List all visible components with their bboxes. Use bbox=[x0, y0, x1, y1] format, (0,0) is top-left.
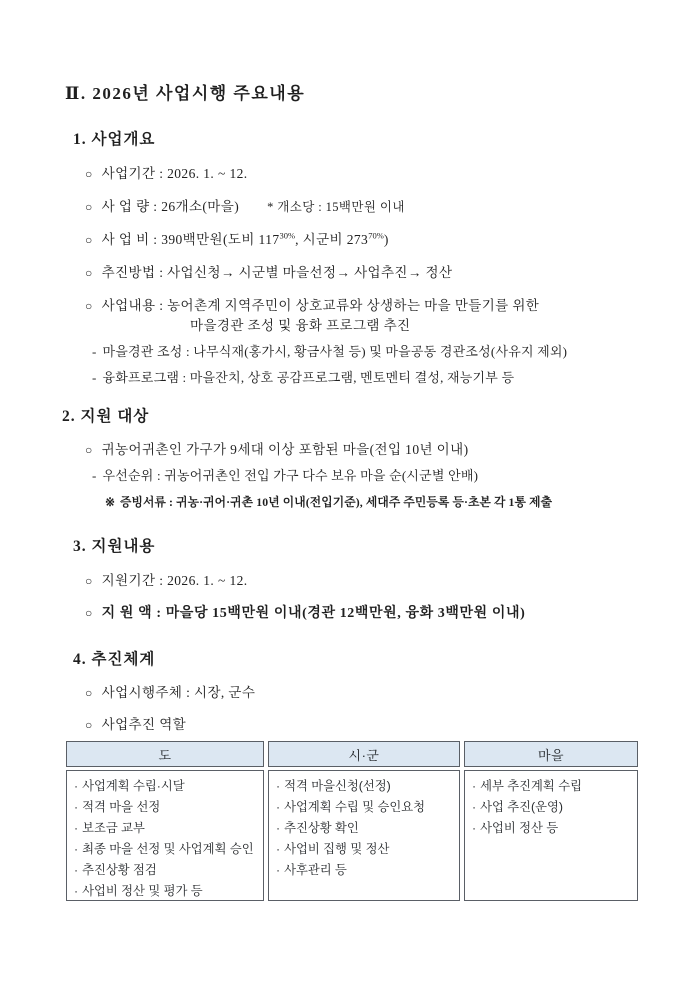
table-row bbox=[276, 818, 452, 839]
table-row bbox=[276, 860, 452, 881]
role-item-text: 세부 추진계획 수립 bbox=[480, 779, 582, 793]
dot-bullet-icon: · bbox=[276, 779, 281, 793]
target-priority-text: 우선순위 : 귀농어귀촌인 전입 가구 다수 보유 마을 순(시군별 안배) bbox=[102, 468, 479, 483]
roles-column-village bbox=[464, 741, 638, 901]
table-row bbox=[74, 860, 256, 881]
sub-program-text: 융화프로그램 : 마을잔치, 상호 공감프로그램, 멘토멘티 결성, 재능기부 등 bbox=[102, 370, 515, 385]
dot-bullet-icon: · bbox=[276, 800, 281, 814]
dot-bullet-icon: · bbox=[472, 800, 477, 814]
target-village-text: 귀농어귀촌인 가구가 9세대 이상 포함된 마을(전입 10년 이내) bbox=[101, 442, 469, 457]
role-item-text: 추진상황 점검 bbox=[82, 863, 157, 877]
circle-bullet-icon: ○ bbox=[85, 718, 93, 732]
project-content-line2: 마을경관 조성 및 융화 프로그램 추진 bbox=[190, 318, 411, 333]
province-share-superscript: 30% bbox=[279, 230, 296, 241]
line-project-period bbox=[85, 166, 700, 182]
role-item-text: 사업비 집행 및 정산 bbox=[284, 842, 390, 856]
line-project-cost bbox=[85, 232, 700, 248]
section-heading-support: 3. 지원내용 bbox=[73, 538, 156, 555]
line-project-content bbox=[85, 298, 700, 314]
table-row bbox=[472, 776, 630, 797]
per-site-note: * 개소당 : 15백만원 이내 bbox=[267, 200, 405, 214]
section-heading-target: 2. 지원 대상 bbox=[62, 408, 150, 425]
roles-table bbox=[66, 741, 700, 901]
table-row bbox=[472, 818, 630, 839]
table-row bbox=[276, 776, 452, 797]
circle-bullet-icon: ○ bbox=[85, 574, 93, 588]
reference-mark-icon: ※ bbox=[105, 495, 115, 509]
roles-column-province bbox=[66, 741, 264, 901]
support-amount-text: 지 원 액 : 마을당 15백만원 이내(경관 12백만원, 융화 3백만원 이내) bbox=[101, 606, 526, 621]
column-header-village: 마을 bbox=[464, 741, 638, 767]
evidence-note-text: 증빙서류 : 귀농·귀어·귀촌 10년 이내(전입기준), 세대주 주민등록 등·초본 각 1통 제출 bbox=[120, 495, 553, 509]
role-item-text: 사후관리 등 bbox=[284, 863, 347, 877]
dot-bullet-icon: · bbox=[74, 779, 79, 793]
dot-bullet-icon: · bbox=[74, 800, 79, 814]
circle-bullet-icon: ○ bbox=[85, 299, 93, 313]
project-cost-prefix: 사 업 비 : 390백만원(도비 117 bbox=[101, 232, 280, 247]
circle-bullet-icon: ○ bbox=[85, 266, 93, 280]
circle-bullet-icon: ○ bbox=[85, 200, 93, 214]
dash-bullet-icon: - bbox=[92, 370, 97, 385]
role-item-text: 적격 마을신청(선정) bbox=[284, 779, 391, 793]
circle-bullet-icon: ○ bbox=[85, 686, 93, 700]
line-evidence-note bbox=[105, 495, 700, 510]
dot-bullet-icon: · bbox=[74, 821, 79, 835]
project-content-line1: 사업내용 : 농어촌계 지역주민이 상호교류와 상생하는 마을 만들기를 위한 bbox=[101, 298, 540, 313]
dot-bullet-icon: · bbox=[74, 863, 79, 877]
table-row bbox=[276, 839, 452, 860]
line-sub-program bbox=[92, 370, 700, 386]
line-support-period bbox=[85, 573, 700, 589]
role-item-text: 사업계획 수립·시달 bbox=[82, 779, 185, 793]
table-row bbox=[74, 797, 256, 818]
project-cost-suffix: ) bbox=[383, 232, 389, 247]
line-project-volume bbox=[85, 199, 700, 215]
role-item-text: 추진상황 확인 bbox=[284, 821, 359, 835]
dot-bullet-icon: · bbox=[74, 842, 79, 856]
table-row bbox=[74, 818, 256, 839]
role-item-text: 사업비 정산 등 bbox=[480, 821, 559, 835]
column-header-province: 도 bbox=[66, 741, 264, 767]
column-body-province bbox=[66, 770, 264, 901]
dash-bullet-icon: - bbox=[92, 468, 97, 483]
table-row bbox=[74, 776, 256, 797]
line-sub-landscape bbox=[92, 344, 700, 360]
sub-landscape-text: 마을경관 조성 : 나무식재(홍가시, 황금사철 등) 및 마을공동 경관조성(사유지 제외) bbox=[102, 344, 568, 359]
line-executor bbox=[85, 685, 700, 701]
dash-bullet-icon: - bbox=[92, 344, 97, 359]
table-row bbox=[74, 881, 256, 902]
table-row bbox=[74, 839, 256, 860]
column-body-city bbox=[268, 770, 460, 901]
line-project-method bbox=[85, 265, 700, 281]
dot-bullet-icon: · bbox=[472, 779, 477, 793]
roles-label-text: 사업추진 역할 bbox=[101, 717, 187, 732]
role-item-text: 적격 마을 선정 bbox=[82, 800, 161, 814]
project-cost-mid: , 시군비 273 bbox=[295, 232, 369, 247]
document-title: Ⅱ. 2026년 사업시행 주요내용 bbox=[65, 84, 306, 103]
circle-bullet-icon: ○ bbox=[85, 606, 93, 620]
role-item-text: 사업 추진(운영) bbox=[480, 800, 563, 814]
role-item-text: 사업계획 수립 및 승인요청 bbox=[284, 800, 426, 814]
dot-bullet-icon: · bbox=[74, 884, 79, 898]
circle-bullet-icon: ○ bbox=[85, 443, 93, 457]
circle-bullet-icon: ○ bbox=[85, 167, 93, 181]
role-item-text: 보조금 교부 bbox=[82, 821, 145, 835]
line-target-priority bbox=[92, 468, 700, 484]
line-target-village bbox=[85, 442, 700, 458]
project-method-text: 추진방법 : 사업신청→ 시군별 마을선정→ 사업추진→ 정산 bbox=[101, 265, 453, 280]
line-support-amount bbox=[85, 605, 700, 622]
table-row bbox=[472, 797, 630, 818]
roles-column-city bbox=[268, 741, 460, 901]
column-header-city: 시·군 bbox=[268, 741, 460, 767]
support-period-text: 지원기간 : 2026. 1. ~ 12. bbox=[101, 573, 248, 588]
city-share-superscript: 70% bbox=[368, 230, 384, 241]
section-heading-overview: 1. 사업개요 bbox=[73, 131, 156, 148]
dot-bullet-icon: · bbox=[276, 842, 281, 856]
circle-bullet-icon: ○ bbox=[85, 233, 93, 247]
role-item-text: 사업비 정산 및 평가 등 bbox=[82, 884, 203, 898]
project-volume-text: 사 업 량 : 26개소(마을) bbox=[101, 199, 240, 214]
project-period-text: 사업기간 : 2026. 1. ~ 12. bbox=[101, 166, 248, 181]
role-item-text: 최종 마을 선정 및 사업계획 승인 bbox=[82, 842, 254, 856]
dot-bullet-icon: · bbox=[472, 821, 477, 835]
column-body-village bbox=[464, 770, 638, 901]
executor-text: 사업시행주체 : 시장, 군수 bbox=[101, 685, 256, 700]
dot-bullet-icon: · bbox=[276, 821, 281, 835]
line-roles-label bbox=[85, 717, 700, 733]
section-heading-system: 4. 추진체계 bbox=[73, 651, 156, 668]
table-row bbox=[276, 797, 452, 818]
dot-bullet-icon: · bbox=[276, 863, 281, 877]
